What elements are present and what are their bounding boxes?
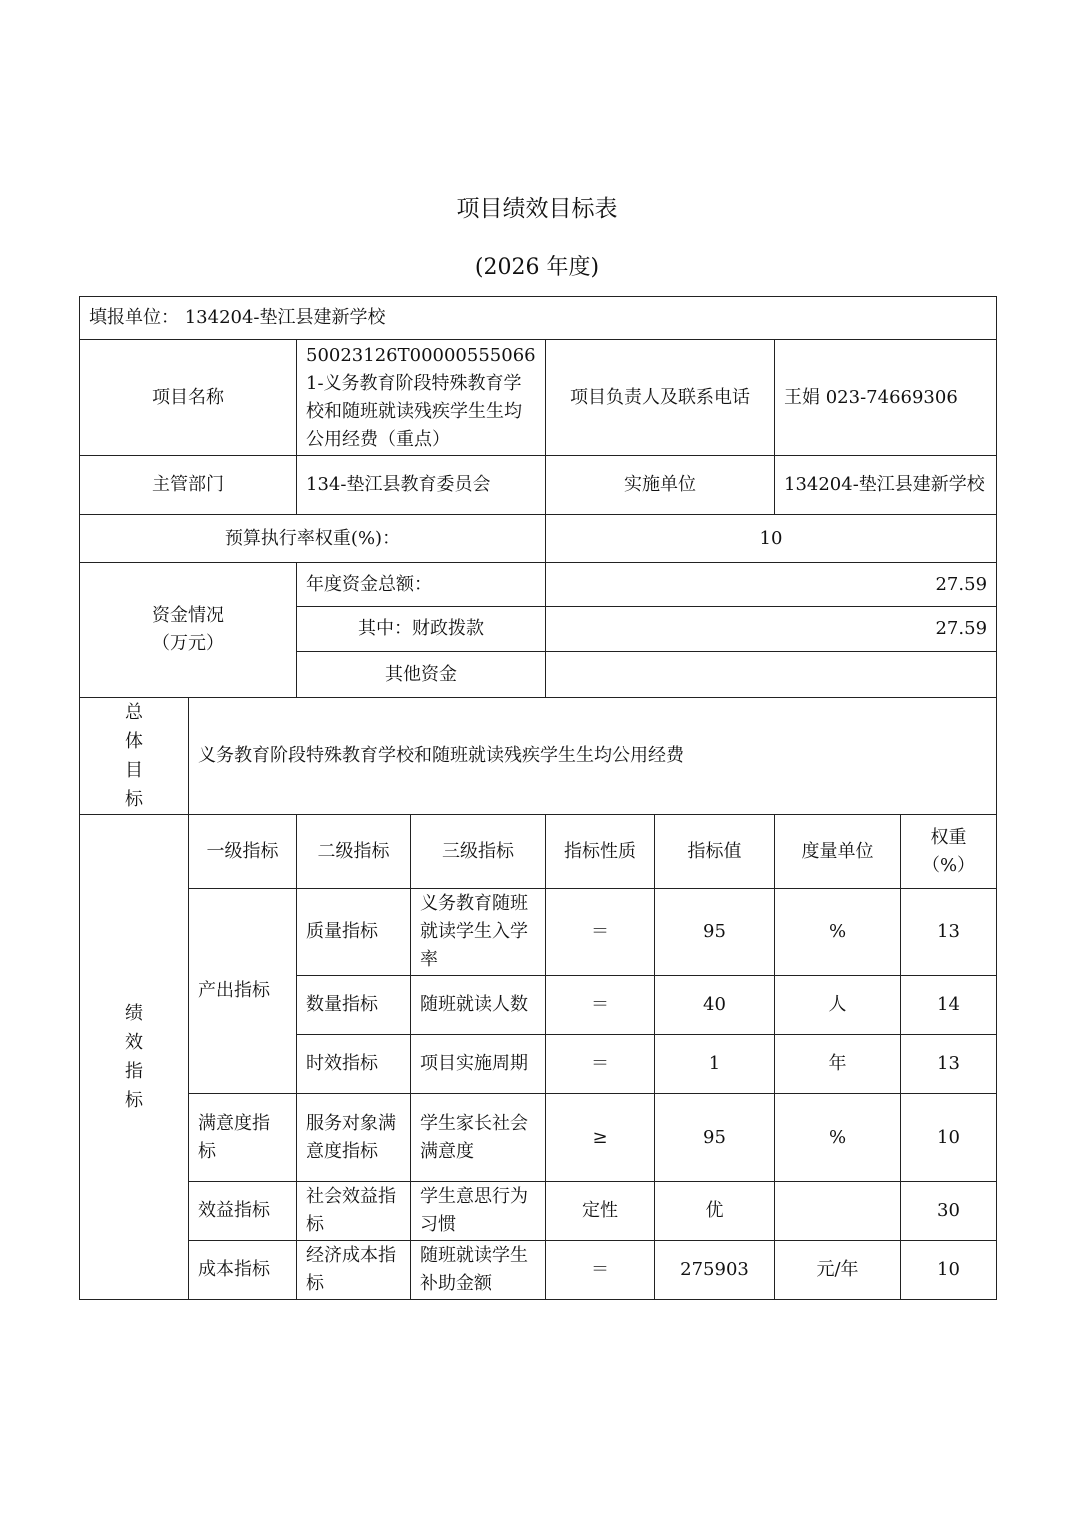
- level3-cell: 随班就读学生补助金额: [411, 1241, 546, 1300]
- funds-unit-text: （万元）: [152, 633, 224, 654]
- annual-total-row: [80, 563, 997, 607]
- nature-cell: ＝: [546, 1241, 655, 1300]
- label-char: 标: [125, 1090, 143, 1111]
- label-char: 目: [125, 760, 143, 781]
- unit-cell: 人: [775, 976, 901, 1035]
- level2-cell: 经济成本指标: [297, 1241, 411, 1300]
- weight-cell: 10: [901, 1241, 997, 1300]
- overall-goal-label: [80, 698, 189, 815]
- funds-label: [80, 563, 297, 698]
- impl-value: 134204-垫江县建新学校: [775, 456, 997, 515]
- unit-cell: [775, 1182, 901, 1241]
- label-char: 绩: [125, 1003, 143, 1024]
- level2-cell: 质量指标: [297, 889, 411, 976]
- weight-cell: 13: [901, 1035, 997, 1094]
- level1-cell: 效益指标: [189, 1182, 297, 1241]
- filing-unit: 填报单位： 134204-垫江县建新学校: [80, 297, 997, 340]
- header-cell: 度量单位: [775, 815, 901, 889]
- level1-cell: 成本指标: [189, 1241, 297, 1300]
- page-title: 项目绩效目标表: [456, 196, 618, 222]
- header-cell: 指标值: [655, 815, 775, 889]
- unit-cell: 元/年: [775, 1241, 901, 1300]
- project-name-label: 项目名称: [80, 340, 297, 456]
- unit-cell: 年: [775, 1035, 901, 1094]
- weight-cell: 13: [901, 889, 997, 976]
- weight-cell: 10: [901, 1094, 997, 1182]
- nature-cell: ＝: [546, 889, 655, 976]
- annual-total-label: 年度资金总额：: [297, 563, 546, 607]
- level3-cell: 学生意思行为习惯: [411, 1182, 546, 1241]
- label-char: 标: [125, 789, 143, 810]
- level2-cell: 社会效益指标: [297, 1182, 411, 1241]
- other-label: 其他资金: [297, 652, 546, 698]
- department-row: [80, 456, 997, 515]
- budget-rate-label: 预算执行率权重(%)：: [80, 515, 546, 563]
- value-cell: 1: [655, 1035, 775, 1094]
- leader-value: 王娟 023-74669306: [775, 340, 997, 456]
- label-char: 总: [125, 702, 143, 723]
- label-char: 指: [125, 1061, 143, 1082]
- nature-cell: ≥: [546, 1094, 655, 1182]
- filing-unit-row: [80, 297, 997, 340]
- fiscal-label: 其中：财政拨款: [297, 607, 546, 652]
- other-value: [546, 652, 997, 698]
- value-cell: 优: [655, 1182, 775, 1241]
- value-cell: 40: [655, 976, 775, 1035]
- header-cell: 一级指标: [189, 815, 297, 889]
- dept-value: 134-垫江县教育委员会: [297, 456, 546, 515]
- value-cell: 95: [655, 1094, 775, 1182]
- level3-cell: 学生家长社会满意度: [411, 1094, 546, 1182]
- nature-cell: 定性: [546, 1182, 655, 1241]
- level1-cell: 满意度指标: [189, 1094, 297, 1182]
- weight-cell: 14: [901, 976, 997, 1035]
- project-name-row: [80, 340, 997, 456]
- impl-label: 实施单位: [546, 456, 775, 515]
- level3-cell: 义务教育随班就读学生入学率: [411, 889, 546, 976]
- annual-total-value: 27.59: [546, 563, 997, 607]
- unit-cell: %: [775, 889, 901, 976]
- level3-cell: 项目实施周期: [411, 1035, 546, 1094]
- funds-label-text: 资金情况: [152, 605, 224, 626]
- nature-cell: ＝: [546, 976, 655, 1035]
- overall-goal-value: 义务教育阶段特殊教育学校和随班就读残疾学生生均公用经费: [189, 698, 997, 815]
- indicator-row: [80, 1182, 997, 1241]
- level2-cell: 服务对象满意度指标: [297, 1094, 411, 1182]
- indicator-row: [80, 1094, 997, 1182]
- header-cell: 二级指标: [297, 815, 411, 889]
- nature-cell: ＝: [546, 1035, 655, 1094]
- value-cell: 95: [655, 889, 775, 976]
- overall-goal-row: [80, 698, 997, 815]
- dept-label: 主管部门: [80, 456, 297, 515]
- budget-rate-row: [80, 515, 997, 563]
- leader-label: 项目负责人及联系电话: [546, 340, 775, 456]
- performance-target-table: [79, 296, 997, 1300]
- label-char: 体: [125, 731, 143, 752]
- unit-cell: %: [775, 1094, 901, 1182]
- header-cell: 权重（%）: [901, 815, 997, 889]
- indicator-header-row: [80, 815, 997, 889]
- project-name-value: 50023126T000005550661-义务教育阶段特殊教育学校和随班就读残疾学生生均公用经费（重点）: [297, 340, 546, 456]
- weight-cell: 30: [901, 1182, 997, 1241]
- level1-cell: 产出指标: [189, 889, 297, 1094]
- header-cell: 三级指标: [411, 815, 546, 889]
- label-char: 效: [125, 1032, 143, 1053]
- header-cell: 指标性质: [546, 815, 655, 889]
- level3-cell: 随班就读人数: [411, 976, 546, 1035]
- level2-cell: 时效指标: [297, 1035, 411, 1094]
- year-subtitle: (2026 年度): [474, 255, 600, 280]
- fiscal-value: 27.59: [546, 607, 997, 652]
- budget-rate-value: 10: [546, 515, 997, 563]
- value-cell: 275903: [655, 1241, 775, 1300]
- perf-indicator-label: [80, 815, 189, 1300]
- level2-cell: 数量指标: [297, 976, 411, 1035]
- indicator-row: [80, 1241, 997, 1300]
- indicator-row: [80, 889, 997, 976]
